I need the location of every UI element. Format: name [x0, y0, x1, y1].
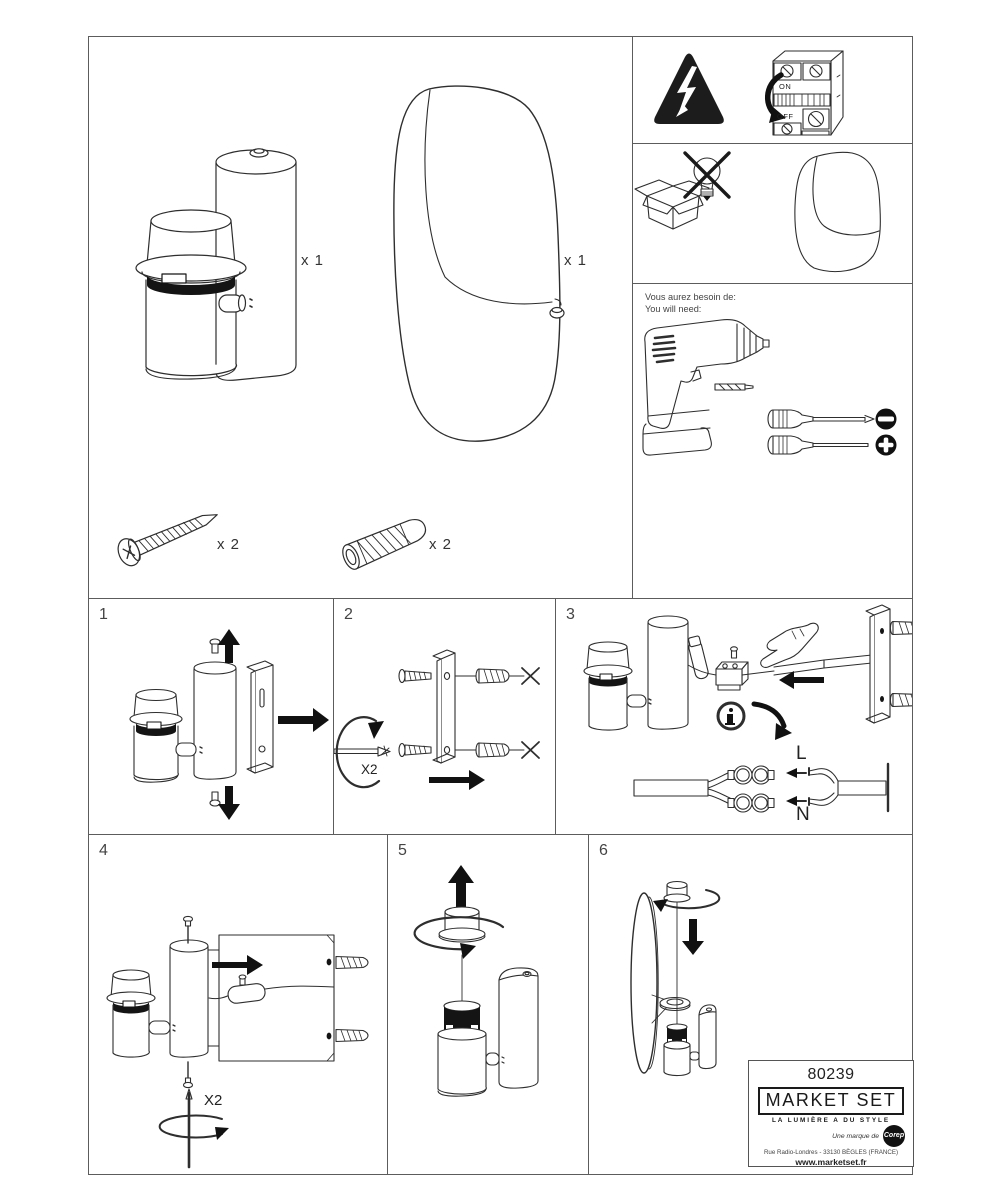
- open-box-icon: [635, 180, 709, 229]
- address: Rue Radio-Londres - 33130 BÈGLES (FRANCE): [763, 1149, 899, 1156]
- parent-brand-row: [749, 1125, 905, 1147]
- step6-shade-side-view: [631, 893, 669, 1073]
- step6-cap: [664, 882, 690, 903]
- step1-lamp-illustration: [130, 662, 236, 782]
- step6-number: 6: [599, 842, 608, 859]
- pointing-hand-illustration: [761, 623, 819, 667]
- drill-bit-illustration: [715, 384, 753, 390]
- right-arrow: [278, 708, 329, 732]
- fixture-qty-label: x 1: [301, 252, 325, 269]
- step3-anchor-bottom: [890, 694, 912, 707]
- step3-wall-bracket: [866, 605, 890, 723]
- step3-curved-arrow: [754, 704, 792, 740]
- brand-tagline: LA LUMIÈRE A DU STYLE: [771, 1117, 890, 1124]
- step3-number: 3: [566, 606, 575, 623]
- step3-terminal-screw: [731, 647, 738, 658]
- warning-panel: [632, 36, 913, 144]
- step2-repeat-label: X2: [361, 762, 378, 777]
- step-5-panel: [387, 834, 589, 1175]
- step6-lamp-illustration: [664, 1005, 716, 1076]
- step6-ring: [660, 998, 690, 1011]
- info-icon: [718, 703, 744, 729]
- step2-number: 2: [344, 606, 353, 623]
- step4-repeat-label: X2: [204, 1092, 223, 1109]
- brand-name: MARKET SET: [765, 1090, 897, 1110]
- step2-anchor-top: [476, 668, 539, 684]
- tools-panel: [632, 283, 913, 599]
- brand-footer-box: [748, 1060, 914, 1167]
- unpack-panel: [632, 143, 913, 284]
- tools-title-fr: Vous aurez besoin de:: [645, 292, 736, 302]
- anchor-illustration: [339, 514, 429, 572]
- step4-anchor-top: [336, 957, 368, 969]
- breaker-off-label: OFF: [777, 112, 794, 121]
- step3-lamp-illustration: [584, 616, 688, 730]
- corep-logo: Corep: [883, 1125, 905, 1147]
- shade-outline-illustration: [795, 152, 880, 271]
- step3-anchor-top: [890, 622, 912, 635]
- product-number: 80239: [807, 1066, 855, 1083]
- step2-screwdriver-illustration: [334, 746, 390, 756]
- right-arrow: [429, 770, 485, 790]
- step3-terminal-block: [716, 662, 748, 690]
- neutral-wire-label: N: [796, 804, 810, 825]
- step5-shade-ring-cap: [439, 907, 485, 942]
- parts-panel: [88, 36, 633, 599]
- shade-qty-label: x 1: [564, 252, 588, 269]
- step3-wiring-detail: [634, 764, 888, 812]
- electric-hazard-icon: [654, 54, 724, 125]
- parts-illustration: [89, 37, 632, 598]
- flat-screwdriver-illustration: [768, 410, 874, 428]
- anchors-qty-label: x 2: [429, 536, 453, 553]
- phillips-screwdriver-illustration: [768, 436, 868, 454]
- shade-illustration: [394, 86, 564, 441]
- step4-number: 4: [99, 842, 108, 859]
- step-2-panel: [333, 598, 556, 835]
- screw-illustration: [114, 502, 223, 569]
- step2-bracket-illustration: [433, 650, 455, 763]
- live-wire-label: L: [796, 743, 807, 764]
- step4-screw-bottom: [184, 1062, 193, 1088]
- down-arrow: [682, 919, 704, 955]
- down-arrow: [218, 786, 240, 820]
- step1-number: 1: [99, 606, 108, 623]
- website: www.marketset.fr: [795, 1157, 867, 1167]
- step4-screw-top: [184, 916, 193, 943]
- step5-number: 5: [398, 842, 407, 859]
- step-4-panel: [88, 834, 388, 1175]
- screws-qty-label: x 2: [217, 536, 241, 553]
- step-3-panel: [555, 598, 913, 835]
- step3-cable-sleeve: [688, 636, 716, 680]
- step5-lamp-illustration: [438, 968, 538, 1096]
- tools-title-en: You will need:: [645, 304, 702, 314]
- step2-anchor-bottom: [476, 742, 539, 758]
- step1-bracket-illustration: [247, 661, 273, 773]
- flat-head-icon: [876, 409, 897, 430]
- step4-anchor-bottom: [336, 1030, 368, 1042]
- brand-logo: [758, 1087, 904, 1115]
- step4-lamp-illustration: [107, 940, 208, 1057]
- brand-note: Une marque de: [832, 1132, 879, 1140]
- up-arrow: [448, 865, 474, 907]
- circuit-breaker-illustration: [773, 51, 843, 135]
- phillips-head-icon: [876, 435, 897, 456]
- up-arrow: [218, 629, 240, 663]
- step-1-panel: [88, 598, 334, 835]
- breaker-on-label: ON: [779, 82, 792, 91]
